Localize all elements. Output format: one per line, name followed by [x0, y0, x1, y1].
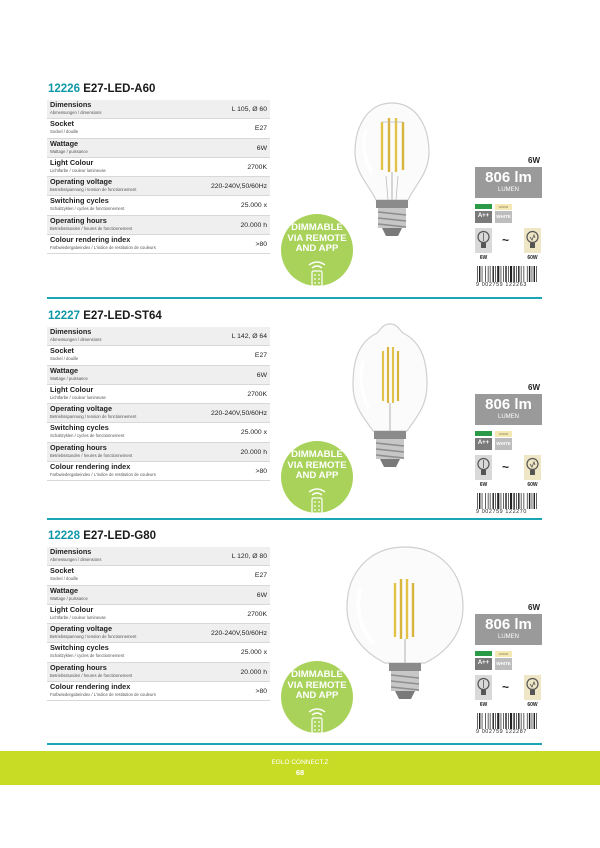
- spec-label: Operating voltage: [50, 404, 113, 414]
- spec-row: [47, 196, 270, 215]
- dimmable-badge: [281, 441, 353, 513]
- spec-value: 6W: [256, 371, 267, 379]
- spec-sublabel: Farbwiedergabeindex / L'indice de restitution de couleurs: [50, 692, 156, 698]
- energy-label: [475, 651, 542, 670]
- incandescent-bulb-icon: [524, 228, 541, 253]
- spec-sublabel: Schaltzyklen / cycles de fonctionnement: [50, 653, 125, 659]
- spec-label: Dimensions: [50, 547, 92, 556]
- light-tone-warm: WARM: [498, 205, 509, 209]
- lumen-unit: LUMEN: [497, 414, 519, 420]
- dimmable-badge: [281, 661, 353, 733]
- lumen-unit: LUMEN: [497, 187, 519, 193]
- spec-value: 220-240V,50/60Hz: [210, 410, 267, 418]
- led-bulb-icon: [475, 675, 492, 700]
- incandescent-bulb-icon: [524, 675, 541, 700]
- a60-bulb-image: [352, 100, 432, 255]
- dimmable-line-2: VIA REMOTE: [287, 459, 347, 471]
- spec-row: [47, 547, 270, 566]
- barcode: [475, 266, 542, 290]
- spec-value: 20.000 h: [240, 221, 267, 229]
- spec-label: Switching cycles: [50, 196, 109, 206]
- section-divider: [47, 518, 542, 520]
- spec-row: [47, 663, 270, 682]
- spec-value: 220-240V,50/60Hz: [210, 183, 267, 191]
- spec-row: [47, 235, 270, 254]
- lumen-box: [475, 394, 542, 425]
- spec-sublabel: Abmessungen / dimensions: [50, 557, 102, 562]
- compare-led-watt: 6W: [479, 255, 488, 261]
- dimmable-badge: [281, 214, 353, 286]
- barcode-number: 9 002759 122270: [475, 509, 542, 515]
- spec-label: Switching cycles: [50, 423, 109, 433]
- spec-label: Socket: [50, 119, 74, 129]
- spec-label: Light Colour: [50, 604, 94, 614]
- footer-brand: EGLO CONNECT.Z: [271, 759, 329, 766]
- light-tone-warm: WARM: [498, 652, 509, 656]
- spec-sublabel: Wattage / puissance: [50, 148, 88, 154]
- spec-row: [47, 327, 270, 346]
- compare-equiv-watt: 60W: [527, 702, 538, 708]
- spec-row: [47, 177, 270, 196]
- spec-value: 25.000 x: [240, 202, 267, 210]
- compare-led-watt: 6W: [479, 482, 488, 488]
- spec-label: Operating voltage: [50, 177, 113, 187]
- compare-equiv-watt: 60W: [527, 255, 538, 261]
- spec-value: >80: [255, 241, 267, 249]
- energy-class: A++: [477, 440, 490, 446]
- compare-led-watt: 6W: [479, 702, 488, 708]
- spec-value: 25.000 x: [240, 649, 267, 657]
- page-number: 68: [295, 768, 305, 777]
- spec-row: [47, 158, 270, 177]
- spec-sublabel: Schaltzyklen / cycles de fonctionnement: [50, 206, 125, 212]
- spec-sublabel: Betriebsstunden / heures de fonctionnement: [50, 225, 133, 231]
- product-name: E27-LED-A60: [83, 83, 156, 95]
- lumen-box: [475, 614, 542, 645]
- spec-value: 20.000 h: [240, 668, 267, 676]
- wattage-heading: 6W: [528, 156, 540, 165]
- spec-value: 2700K: [247, 610, 267, 618]
- spec-value: L 105, Ø 60: [231, 106, 267, 113]
- spec-label: Operating hours: [50, 215, 107, 225]
- spec-label: Operating hours: [50, 442, 107, 452]
- spec-row: [47, 216, 270, 235]
- dimmable-line-2: VIA REMOTE: [287, 232, 347, 244]
- section-divider: [47, 743, 542, 745]
- product-block: [0, 307, 600, 529]
- dimmable-line-3: AND APP: [295, 470, 339, 481]
- compare-equiv-watt: 60W: [527, 482, 538, 488]
- energy-class: A++: [477, 213, 490, 219]
- spec-label: Colour rendering index: [50, 462, 131, 472]
- spec-sublabel: Abmessungen / dimensions: [50, 337, 102, 342]
- spec-row: [47, 100, 270, 119]
- spec-value: 220-240V,50/60Hz: [210, 630, 267, 638]
- spec-value: >80: [255, 688, 267, 696]
- spec-row: [47, 443, 270, 462]
- wattage-heading: 6W: [528, 603, 540, 612]
- spec-value: 6W: [256, 591, 267, 599]
- spec-row: [47, 119, 270, 138]
- product-number: 12226: [48, 83, 80, 95]
- energy-bar: [475, 431, 492, 436]
- spec-sublabel: Sockel / douille: [50, 576, 79, 582]
- spec-label: Light Colour: [50, 157, 94, 167]
- spec-sublabel: Wattage / puissance: [50, 595, 88, 601]
- spec-label: Colour rendering index: [50, 235, 131, 245]
- lumen-value: 806 lm: [485, 616, 532, 633]
- spec-row: [47, 682, 270, 701]
- spec-value: L 142, Ø 64: [231, 333, 267, 340]
- approx-icon: ~: [502, 460, 510, 474]
- remote-control-icon: [304, 485, 330, 513]
- spec-label: Operating hours: [50, 662, 107, 672]
- spec-sublabel: Sockel / douille: [50, 129, 79, 135]
- led-bulb-icon: [475, 228, 492, 253]
- spec-table: [47, 100, 270, 254]
- spec-row: [47, 586, 270, 605]
- spec-label: Operating voltage: [50, 624, 113, 634]
- st64-bulb-image: [345, 321, 435, 486]
- lumen-value: 806 lm: [485, 396, 532, 413]
- spec-sublabel: Betriebsspannung / tension de fonctionnement: [50, 187, 137, 193]
- spec-row: [47, 643, 270, 662]
- spec-row: [47, 385, 270, 404]
- spec-value: 2700K: [247, 390, 267, 398]
- spec-sublabel: Lichtfarbe / couleur lumineuse: [50, 614, 106, 620]
- spec-row: [47, 366, 270, 385]
- spec-label: Wattage: [50, 365, 79, 375]
- dimmable-line-2: VIA REMOTE: [287, 679, 347, 691]
- spec-label: Colour rendering index: [50, 682, 131, 692]
- light-tone-white: WHITE: [496, 214, 511, 219]
- spec-sublabel: Betriebsspannung / tension de fonctionnement: [50, 414, 137, 420]
- spec-label: Wattage: [50, 138, 79, 148]
- wattage-heading: 6W: [528, 383, 540, 392]
- product-name: E27-LED-ST64: [83, 310, 162, 322]
- lumen-unit: LUMEN: [497, 634, 519, 640]
- spec-value: E27: [254, 352, 267, 360]
- dimmable-line-3: AND APP: [295, 690, 339, 701]
- spec-row: [47, 423, 270, 442]
- wattage-comparison: [475, 455, 542, 488]
- product-block: [0, 527, 600, 749]
- barcode: [475, 493, 542, 517]
- energy-class: A++: [477, 660, 490, 666]
- spec-label: Socket: [50, 346, 74, 356]
- spec-sublabel: Lichtfarbe / couleur lumineuse: [50, 394, 106, 400]
- product-number: 12228: [48, 530, 80, 542]
- energy-bar: [475, 651, 492, 656]
- spec-label: Switching cycles: [50, 643, 109, 653]
- product-block: [0, 80, 600, 302]
- spec-value: 6W: [256, 144, 267, 152]
- remote-control-icon: [304, 705, 330, 733]
- spec-row: [47, 605, 270, 624]
- wattage-comparison: [475, 675, 542, 708]
- energy-bar: [475, 204, 492, 209]
- barcode: [475, 713, 542, 737]
- spec-label: Dimensions: [50, 100, 92, 109]
- energy-label: [475, 431, 542, 450]
- spec-sublabel: Betriebsstunden / heures de fonctionnement: [50, 672, 133, 678]
- spec-value: 25.000 x: [240, 429, 267, 437]
- spec-row: [47, 404, 270, 423]
- product-number: 12227: [48, 310, 80, 322]
- wattage-comparison: [475, 228, 542, 261]
- product-title: [48, 530, 156, 542]
- product-name: E27-LED-G80: [83, 530, 157, 542]
- spec-row: [47, 346, 270, 365]
- light-tone-warm: WARM: [498, 432, 509, 436]
- barcode-number: 9 002759 122287: [475, 729, 542, 735]
- energy-label: [475, 204, 542, 223]
- spec-row: [47, 566, 270, 585]
- spec-sublabel: Abmessungen / dimensions: [50, 110, 102, 115]
- spec-value: L 120, Ø 80: [231, 553, 267, 560]
- spec-value: 20.000 h: [240, 448, 267, 456]
- lumen-value: 806 lm: [485, 169, 532, 186]
- spec-value: E27: [254, 572, 267, 580]
- spec-value: >80: [255, 468, 267, 476]
- remote-control-icon: [304, 258, 330, 286]
- spec-sublabel: Betriebsstunden / heures de fonctionnement: [50, 452, 133, 458]
- spec-sublabel: Wattage / puissance: [50, 375, 88, 381]
- approx-icon: ~: [502, 680, 510, 694]
- spec-row: [47, 462, 270, 481]
- spec-sublabel: Lichtfarbe / couleur lumineuse: [50, 167, 106, 173]
- approx-icon: ~: [502, 233, 510, 247]
- dimmable-line-1: DIMMABLE: [291, 222, 343, 233]
- spec-label: Dimensions: [50, 327, 92, 336]
- spec-sublabel: Sockel / douille: [50, 356, 79, 362]
- lumen-box: [475, 167, 542, 198]
- light-tone-white: WHITE: [496, 441, 511, 446]
- spec-row: [47, 624, 270, 643]
- spec-label: Light Colour: [50, 384, 94, 394]
- spec-table: [47, 327, 270, 481]
- barcode-number: 9 002759 122263: [475, 282, 542, 288]
- spec-sublabel: Farbwiedergabeindex / L'indice de restitution de couleurs: [50, 245, 156, 251]
- page-footer: [0, 751, 600, 785]
- spec-table: [47, 547, 270, 701]
- light-tone-white: WHITE: [496, 661, 511, 666]
- dimmable-line-3: AND APP: [295, 243, 339, 254]
- dimmable-line-1: DIMMABLE: [291, 449, 343, 460]
- incandescent-bulb-icon: [524, 455, 541, 480]
- product-title: [48, 310, 162, 322]
- spec-sublabel: Betriebsspannung / tension de fonctionnement: [50, 634, 137, 640]
- spec-value: E27: [254, 125, 267, 133]
- spec-sublabel: Farbwiedergabeindex / L'indice de restitution de couleurs: [50, 472, 156, 478]
- spec-sublabel: Schaltzyklen / cycles de fonctionnement: [50, 433, 125, 439]
- spec-value: 2700K: [247, 163, 267, 171]
- section-divider: [47, 297, 542, 299]
- spec-row: [47, 139, 270, 158]
- spec-label: Socket: [50, 566, 74, 576]
- g80-bulb-image: [345, 541, 465, 726]
- product-title: [48, 83, 155, 95]
- spec-label: Wattage: [50, 585, 79, 595]
- dimmable-line-1: DIMMABLE: [291, 669, 343, 680]
- led-bulb-icon: [475, 455, 492, 480]
